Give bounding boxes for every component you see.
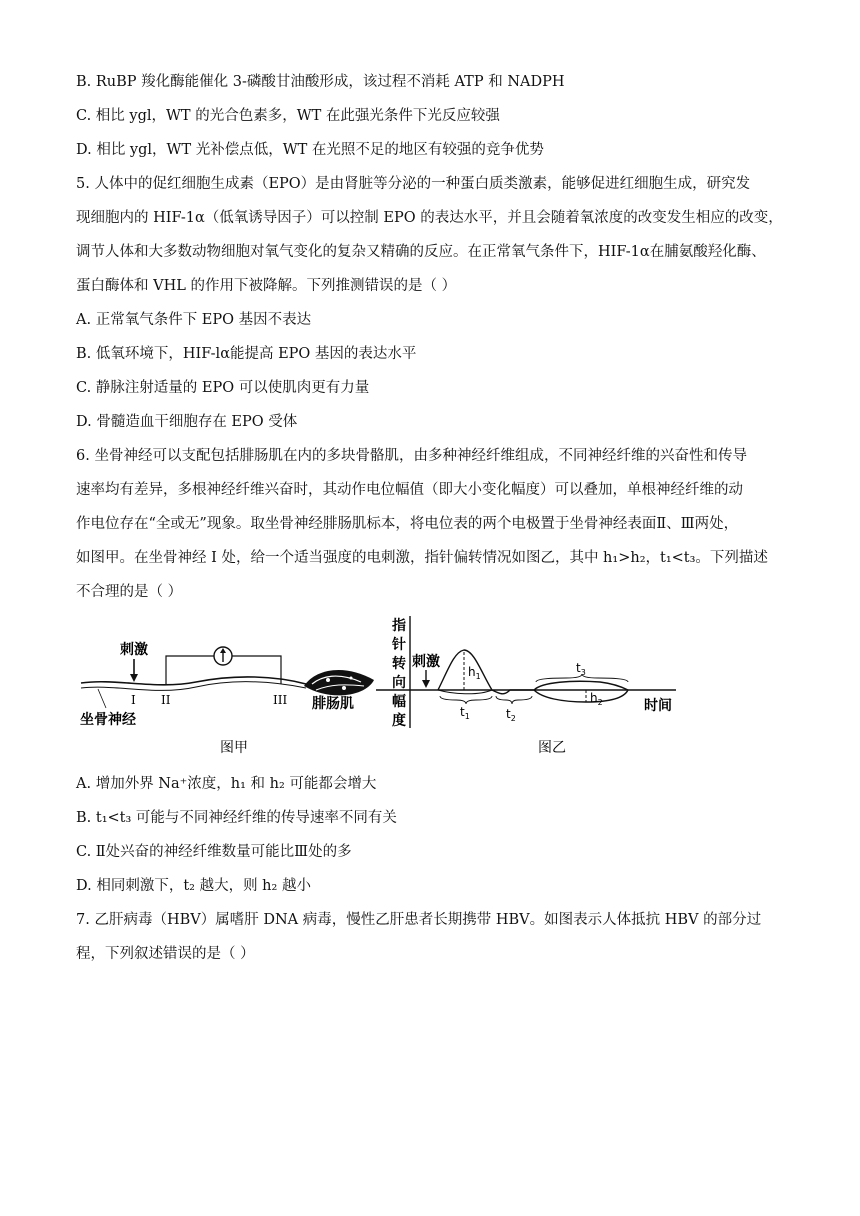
text-line: 作电位存在“全或无”现象。取坐骨神经腓肠肌标本，将电位表的两个电极置于坐骨神经表面Ⅱ、Ⅲ两处， [76, 516, 739, 532]
text-line: C. 静脉注射适量的 EPO 可以使肌肉更有力量 [76, 380, 370, 396]
t2-label: $t_2$ [506, 707, 516, 723]
figure-a [80, 641, 374, 756]
text-line: 如图甲。在坐骨神经 I 处，给一个适当强度的电刺激，指针偏转情况如图乙，其中 h₁>h₂，t₁<t₃。下列描述 [76, 550, 768, 566]
text-line: 5. 人体中的促红细胞生成素（EPO）是由肾脏等分泌的一种蛋白质类激素，能够促进红细胞生成，研究发 [76, 176, 751, 192]
point-3: III [273, 693, 288, 707]
t3-label: $t_3$ [576, 661, 586, 677]
t1-label: $t_1$ [460, 705, 470, 721]
y-axis-label-char: 指 [392, 618, 406, 634]
caption-b: 图乙 [538, 740, 566, 756]
text-line: C. Ⅱ处兴奋的神经纤维数量可能比Ⅲ处的多 [76, 844, 352, 860]
x-axis-label: 时间 [644, 698, 672, 714]
text-line: 蛋白酶体和 VHL 的作用下被降解。下列推测错误的是（ ） [76, 278, 457, 294]
question-6-figure [76, 610, 696, 760]
text-line: D. 相比 ygl，WT 光补偿点低，WT 在光照不足的地区有较强的竞争优势 [76, 142, 544, 158]
h1-label: $h_1$ [468, 665, 481, 681]
gastrocnemius-muscle [304, 670, 374, 695]
nerve-label: 坐骨神经 [80, 712, 136, 728]
text-line: B. RuBP 羧化酶能催化 3-磷酸甘油酸形成，该过程不消耗 ATP 和 NADPH [76, 74, 565, 90]
text-line: A. 正常氧气条件下 EPO 基因不表达 [76, 312, 312, 328]
stimulus-label-b: 刺激 [412, 654, 440, 670]
y-axis-label-char: 幅 [392, 694, 406, 710]
figure-b [376, 616, 676, 756]
text-line: 程，下列叙述错误的是（ ） [76, 946, 255, 962]
sciatic-nerve [81, 677, 306, 685]
text-line: 6. 坐骨神经可以支配包括腓肠肌在内的多块骨骼肌，由多种神经纤维组成，不同神经纤维的兴奋性和传导 [76, 448, 747, 464]
text-line: A. 增加外界 Na⁺浓度，h₁ 和 h₂ 可能都会增大 [76, 776, 377, 792]
text-line: B. 低氧环境下，HIF-lα能提高 EPO 基因的表达水平 [76, 346, 417, 362]
point-1: I [131, 693, 136, 707]
stimulus-label-a: 刺激 [120, 642, 148, 658]
y-axis-label-char: 转 [392, 656, 406, 672]
text-line: 调节人体和大多数动物细胞对氧气变化的复杂又精确的反应。在正常氧气条件下，HIF-1α在脯氨酸羟化酶、 [76, 244, 766, 260]
h2-label: $h_2$ [590, 691, 603, 707]
text-line: C. 相比 ygl，WT 的光合色素多，WT 在此强光条件下光反应较强 [76, 108, 500, 124]
caption-a: 图甲 [220, 740, 248, 756]
y-axis-label-char: 向 [392, 675, 406, 691]
text-line: 速率均有差异，多根神经纤维兴奋时，其动作电位幅值（即大小变化幅度）可以叠加，单根神经纤维的动 [76, 482, 743, 498]
text-line: 现细胞内的 HIF-1α（低氧诱导因子）可以控制 EPO 的表达水平，并且会随着氧浓度的改变发生相应的改变， [76, 210, 783, 226]
text-line: B. t₁<t₃ 可能与不同神经纤维的传导速率不同有关 [76, 810, 397, 826]
y-axis-label-char: 度 [392, 713, 406, 729]
point-2: II [161, 693, 171, 707]
muscle-label: 腓肠肌 [312, 696, 354, 712]
text-line: D. 骨髓造血干细胞存在 EPO 受体 [76, 414, 298, 430]
y-axis-label [391, 617, 406, 729]
text-line: 7. 乙肝病毒（HBV）属嗜肝 DNA 病毒，慢性乙肝患者长期携带 HBV。如图表示人体抵抗 HBV 的部分过 [76, 912, 762, 928]
y-axis-label-char: 针 [392, 637, 406, 653]
text-line: D. 相同刺激下，t₂ 越大，则 h₂ 越小 [76, 878, 311, 894]
text-line: 不合理的是（ ） [76, 584, 183, 600]
